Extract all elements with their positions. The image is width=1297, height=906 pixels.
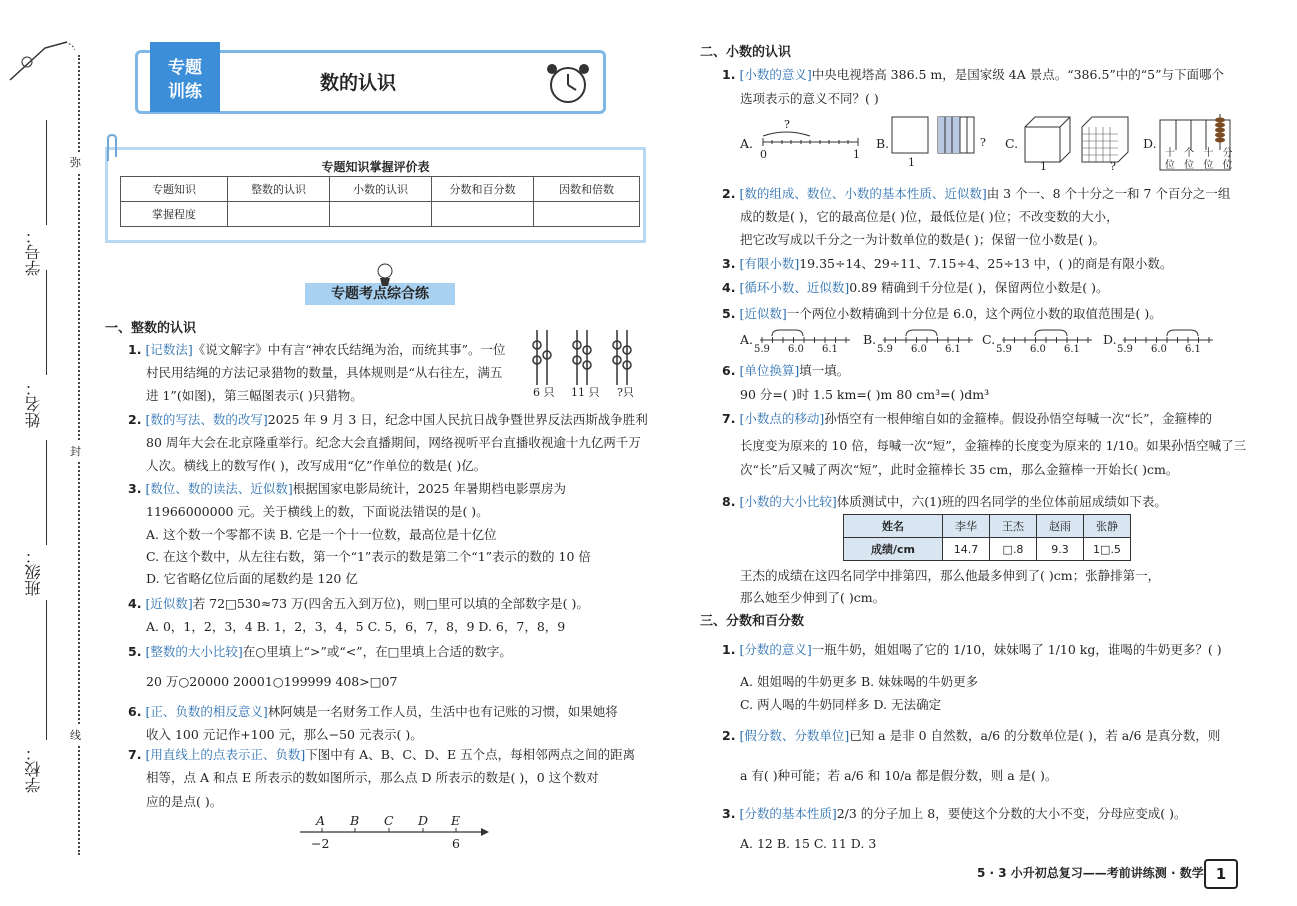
question-text: 村民用结绳的方法记录猎物的数量，具体规则是“从右往左，满五	[146, 365, 503, 380]
class-label: 班级：	[24, 548, 43, 596]
q5-number-line	[1000, 322, 1095, 347]
question-line	[740, 588, 885, 606]
score-cell: 1□.5	[1084, 538, 1131, 561]
question-number: 5.	[722, 306, 736, 321]
knowledge-tag: [循环小数、近似数]	[739, 280, 850, 295]
q1-option-d-label: D.	[1143, 136, 1157, 151]
knowledge-tag: [数的写法、数的改写]	[145, 412, 268, 427]
score-cell: 14.7	[943, 538, 990, 561]
section-integers: 一、整数的认识	[105, 321, 197, 336]
question-text: 2/3 的分子加上 8，要使这个分数的大小不变，分母应变成( )。	[836, 806, 1187, 821]
knowledge-tag: [记数法]	[145, 342, 193, 357]
point-d: D	[418, 813, 429, 828]
question-number: 3.	[722, 256, 736, 271]
question-line	[146, 768, 599, 786]
question-text: 那么她至少伸到了( )cm。	[740, 590, 886, 605]
question-line	[722, 184, 1230, 202]
question-text: 应的是点( )。	[146, 794, 223, 809]
question-text: 一瓶牛奶，姐姐喝了它的 1/10，妹妹喝了 1/10 kg，谁喝的牛奶更多？( )	[811, 642, 1222, 657]
question-line	[146, 456, 486, 474]
rope-label-3: ?只	[617, 386, 634, 399]
question-number: 5.	[128, 644, 142, 659]
question-line	[722, 361, 849, 379]
question-text: C. 在这个数中，从左往右数，第一个“1”表示的数是第二个“1”表示的数的 10 倍	[146, 549, 591, 564]
q1-a-one: 1	[853, 148, 860, 161]
question-text: 由 3 个一、8 个十分之一和 7 个百分之一组	[986, 186, 1231, 201]
evaluation-table	[120, 176, 640, 227]
question-line	[740, 460, 1178, 478]
knowledge-tag: [单位换算]	[739, 363, 800, 378]
question-text: 成的数是( )，它的最高位是( )位，最低位是( )位；不改变数的大小，	[740, 209, 1119, 224]
eval-cell[interactable]	[330, 202, 432, 227]
question-text: 人次。横线上的数写作( )，改写成用“亿”作单位的数是( )亿。	[146, 458, 487, 473]
question-line	[128, 410, 648, 428]
question-text: 一个两位小数精确到十分位是 6.0，这个两位小数的取值范围是( )。	[786, 306, 1162, 321]
q1-option-b-figure	[890, 115, 990, 160]
eval-header: 分数和百分数	[432, 177, 534, 202]
question-line	[722, 492, 1167, 510]
question-text: 体质测试中，六(1)班的四名同学的坐位体前屈成绩如下表。	[836, 494, 1167, 509]
question-line	[146, 569, 358, 587]
score-header: 姓名	[844, 515, 943, 538]
question-text: 80 周年大会在北京隆重举行。纪念大会直播期间，网络视听平台直播收视逾十九亿两千万	[146, 435, 641, 450]
score-header: 赵雨	[1037, 515, 1084, 538]
eval-cell[interactable]	[432, 202, 534, 227]
q5-tick-label: 6.0	[911, 344, 927, 355]
question-text: 把它改写成以千分之一为计数单位的数是( )；保留一位小数是( )。	[740, 232, 1105, 247]
eval-header: 小数的认识	[330, 177, 432, 202]
score-table	[843, 514, 1131, 561]
score-header: 李华	[943, 515, 990, 538]
question-number: 7.	[128, 747, 142, 762]
question-line	[146, 502, 489, 520]
q1-option-b-label: B.	[876, 136, 890, 151]
badge-line2: 训练	[168, 82, 202, 102]
q5-tick-label: 6.0	[1151, 344, 1167, 355]
question-line	[740, 436, 1246, 454]
eval-cell[interactable]	[534, 202, 640, 227]
q5-tick-label: 6.0	[788, 344, 804, 355]
knowledge-tag: [有限小数]	[739, 256, 800, 271]
point-a: A	[316, 813, 326, 828]
question-text: 收入 100 元记作+100 元，那么−50 元表示( )。	[146, 727, 423, 742]
question-line	[128, 340, 506, 358]
question-number: 4.	[722, 280, 736, 295]
question-text: 19.35÷14、29÷11、7.15÷4、25÷13 中，( )的商是有限小数。	[799, 256, 1173, 271]
q5-number-line	[881, 322, 976, 347]
question-text: 长度变为原来的 10 倍，每喊一次“短”，金箍棒的长度变为原来的 1/10。如果孙悟空喊了三	[740, 438, 1247, 453]
q1-d-text2: 位 位 位 位	[1165, 160, 1236, 171]
eval-row-label: 掌握程度	[121, 202, 228, 227]
section-fractions: 三、分数和百分数	[700, 614, 805, 629]
question-text: 《说文解字》中有言“神农氏结绳为治，而统其事”。一位	[192, 342, 506, 357]
question-line	[722, 640, 1222, 658]
name-line[interactable]	[46, 270, 47, 375]
question-text: 相等，点 A 和点 E 所表示的数如图所示，那么点 D 所表示的数是( )，0 这个数对	[146, 770, 599, 785]
knowledge-tag: [小数的大小比较]	[739, 494, 837, 509]
q5-tick-label: 6.1	[1064, 344, 1080, 355]
eval-header: 专题知识	[121, 177, 228, 202]
student-id-label: 学号：	[24, 228, 43, 276]
question-line	[128, 479, 566, 497]
question-line	[722, 726, 1220, 744]
question-text: 王杰的成绩在这四名同学中排第四，那么他最多伸到了( )cm；张静排第一，	[740, 568, 1161, 583]
question-line	[146, 792, 222, 810]
q5-number-line	[758, 322, 853, 347]
q5-option-label: D.	[1103, 332, 1117, 347]
alarm-clock-icon	[540, 60, 595, 105]
question-number: 2.	[128, 412, 142, 427]
question-line	[128, 642, 512, 660]
evaluation-title: 专题知识掌握评价表	[321, 160, 430, 174]
knowledge-tag: [整数的大小比较]	[145, 644, 243, 659]
question-number: 1.	[128, 342, 142, 357]
evaluation-box	[105, 147, 646, 243]
question-text: 根据国家电影局统计，2025 年暑期档电影票房为	[292, 481, 566, 496]
question-line	[146, 386, 363, 404]
question-line	[740, 89, 879, 107]
question-line	[740, 836, 876, 851]
knowledge-tag: [数的组成、数位、小数的基本性质、近似数]	[739, 186, 987, 201]
point-e-value: 6	[452, 836, 460, 851]
q1-a-zero: 0	[760, 148, 767, 161]
question-number: 6.	[722, 363, 736, 378]
question-text: 90 分=( )时 1.5 km=( )m 80 cm³=( )dm³	[740, 387, 990, 402]
question-line	[722, 409, 1212, 427]
name-label: 姓名：	[24, 380, 43, 428]
bind-char-feng: 封	[70, 441, 81, 461]
question-text: 若 72□530≈73 万(四舍五入到万位)，则□里可以填的全部数字是( )。	[192, 596, 589, 611]
score-header: 王杰	[990, 515, 1037, 538]
question-line	[146, 547, 591, 565]
question-text: a 有( )种可能；若 a/6 和 10/a 都是假分数，则 a 是( )。	[740, 768, 1058, 783]
knowledge-tag: [分数的意义]	[739, 642, 812, 657]
question-text: 中央电视塔高 386.5 m，是国家级 4A 景点。“386.5”中的“5”与下面哪个	[811, 67, 1225, 82]
q5-tick-label: 6.1	[1185, 344, 1201, 355]
q5-option-label: C.	[982, 332, 996, 347]
section-banner: 专题考点综合练	[305, 283, 455, 305]
question-text: 孙悟空有一根伸缩自如的金箍棒。假设孙悟空每喊一次“长”，金箍棒的	[824, 411, 1212, 426]
knowledge-tag: [近似数]	[145, 596, 193, 611]
question-line	[722, 304, 1162, 322]
question-number: 6.	[128, 704, 142, 719]
q1-b-one: 1	[908, 156, 915, 169]
question-text: A. 姐姐喝的牛奶更多 B. 妹妹喝的牛奶更多	[740, 674, 979, 689]
knowledge-tag: [小数的意义]	[739, 67, 812, 82]
question-number: 4.	[128, 596, 142, 611]
question-line	[128, 594, 589, 612]
question-text: 进 1”(如图)，第三幅图表示( )只猎物。	[146, 388, 363, 403]
q5-number-line	[1121, 322, 1216, 347]
question-text: 下图中有 A、B、C、D、E 五个点，每相邻两点之间的距离	[305, 747, 636, 762]
point-e: E	[451, 813, 461, 828]
bind-char-xian: 线	[70, 725, 81, 745]
question-text: A. 这个数一个零都不读 B. 它是一个十一位数，最高位是十亿位	[146, 527, 497, 542]
score-cell: 9.3	[1037, 538, 1084, 561]
question-number: 3.	[722, 806, 736, 821]
pencil-figure-icon	[370, 262, 400, 287]
q5-tick-label: 5.9	[1117, 344, 1133, 355]
knowledge-tag: [正、负数的相反意义]	[145, 704, 268, 719]
score-cell: □.8	[990, 538, 1037, 561]
question-text: 林阿姨是一名财务工作人员，生活中也有记账的习惯，如果她将	[267, 704, 618, 719]
class-line[interactable]	[46, 440, 47, 545]
q5-tick-label: 6.0	[1030, 344, 1046, 355]
q5-tick-label: 5.9	[996, 344, 1012, 355]
rope-label-2: 11 只	[571, 386, 600, 399]
question-number: 3.	[128, 481, 142, 496]
knowledge-tag: [用直线上的点表示正、负数]	[145, 747, 306, 762]
question-text: 选项表示的意义不同？( )	[740, 91, 879, 106]
question-line	[740, 672, 978, 690]
q5-tick-label: 6.1	[822, 344, 838, 355]
question-line	[722, 278, 1108, 296]
knowledge-tag: [小数点的移动]	[739, 411, 825, 426]
eval-header: 整数的认识	[228, 177, 330, 202]
school-line[interactable]	[46, 600, 47, 740]
question-line	[740, 207, 1119, 225]
q1-d-text: 十 个 十 分	[1165, 148, 1236, 159]
score-header: 张静	[1084, 515, 1131, 538]
question-number: 7.	[722, 411, 736, 426]
school-label: 学校：	[24, 745, 43, 793]
question-text: A. 12 B. 15 C. 11 D. 3	[740, 836, 877, 851]
question-line	[740, 766, 1057, 784]
question-number: 8.	[722, 494, 736, 509]
knowledge-tag: [假分数、分数单位]	[739, 728, 850, 743]
point-a-value: −2	[311, 836, 330, 851]
bind-char-mi: 弥	[70, 152, 81, 172]
point-b: B	[350, 813, 360, 828]
eval-header: 因数和倍数	[534, 177, 640, 202]
question-line	[722, 804, 1186, 822]
question-line	[740, 385, 989, 403]
q1-b-question: ?	[980, 136, 986, 149]
footer-text: 5 · 3 小升初总复习——考前讲练测 · 数学	[977, 866, 1204, 880]
bird-branch-icon	[5, 20, 75, 90]
question-text: 在○里填上“>”或“<”，在□里填上合适的数字。	[242, 644, 512, 659]
knowledge-tag: [数位、数的读法、近似数]	[145, 481, 293, 496]
q5-option-label: B.	[863, 332, 877, 347]
q1-c-one: 1	[1040, 160, 1047, 173]
question-line	[146, 617, 565, 635]
student-id-line[interactable]	[46, 120, 47, 225]
question-text: 20 万○20000 20001○199999 408>□07	[146, 674, 398, 689]
point-c: C	[384, 813, 394, 828]
question-line	[128, 745, 635, 763]
question-line	[128, 702, 618, 720]
question-line	[146, 363, 502, 381]
question-number: 1.	[722, 642, 736, 657]
topic-badge	[150, 42, 220, 112]
q1-a-question: ?	[784, 118, 790, 131]
question-line	[722, 254, 1172, 272]
question-text: 11966000000 元。关于横线上的数，下面说法错误的是( )。	[146, 504, 489, 519]
question-text: D. 它省略亿位后面的尾数约是 120 亿	[146, 571, 358, 586]
question-line	[740, 566, 1160, 584]
q5-tick-label: 5.9	[877, 344, 893, 355]
eval-cell[interactable]	[228, 202, 330, 227]
question-line	[146, 525, 497, 543]
q5-option-label: A.	[740, 332, 754, 347]
question-number: 1.	[722, 67, 736, 82]
page-number: 1	[1204, 859, 1238, 889]
question-line	[740, 230, 1105, 248]
page-title: 数的认识	[320, 72, 397, 94]
question-text: A. 0，1，2，3，4 B. 1，2，3，4，5 C. 5，6，7，8，9 D. 6，7，8，9	[146, 619, 566, 634]
knowledge-tag: [分数的基本性质]	[739, 806, 837, 821]
question-text: 填一填。	[799, 363, 850, 378]
score-row-label: 成绩/cm	[844, 538, 943, 561]
question-line	[146, 433, 641, 451]
question-line	[740, 695, 941, 713]
question-text: 2025 年 9 月 3 日，纪念中国人民抗日战争暨世界反法西斯战争胜利	[267, 412, 648, 427]
q5-tick-label: 5.9	[754, 344, 770, 355]
section-decimals: 二、小数的认识	[700, 45, 792, 60]
q1-c-question: ?	[1110, 160, 1116, 173]
q1-option-c-figure	[1020, 112, 1140, 167]
q5-tick-label: 6.1	[945, 344, 961, 355]
question-text: 已知 a 是非 0 自然数，a/6 的分数单位是( )，若 a/6 是真分数，则	[849, 728, 1221, 743]
question-line	[146, 672, 397, 690]
question-number: 2.	[722, 728, 736, 743]
q1-option-a-figure	[758, 120, 863, 160]
question-line	[722, 65, 1224, 83]
rope-label-1: 6 只	[533, 386, 555, 399]
knowledge-tag: [近似数]	[739, 306, 787, 321]
paperclip-icon	[100, 133, 130, 163]
question-text: C. 两人喝的牛奶同样多 D. 无法确定	[740, 697, 942, 712]
question-number: 2.	[722, 186, 736, 201]
q1-option-c-label: C.	[1005, 136, 1019, 151]
question-text: 0.89 精确到千分位是( )，保留两位小数是( )。	[849, 280, 1109, 295]
badge-line1: 专题	[168, 58, 202, 78]
q1-option-a-label: A.	[740, 136, 754, 151]
question-text: 次“长”后又喊了两次“短”，此时金箍棒长 35 cm，那么金箍棒一开始长( )cm。	[740, 462, 1179, 477]
question-line	[146, 725, 423, 743]
